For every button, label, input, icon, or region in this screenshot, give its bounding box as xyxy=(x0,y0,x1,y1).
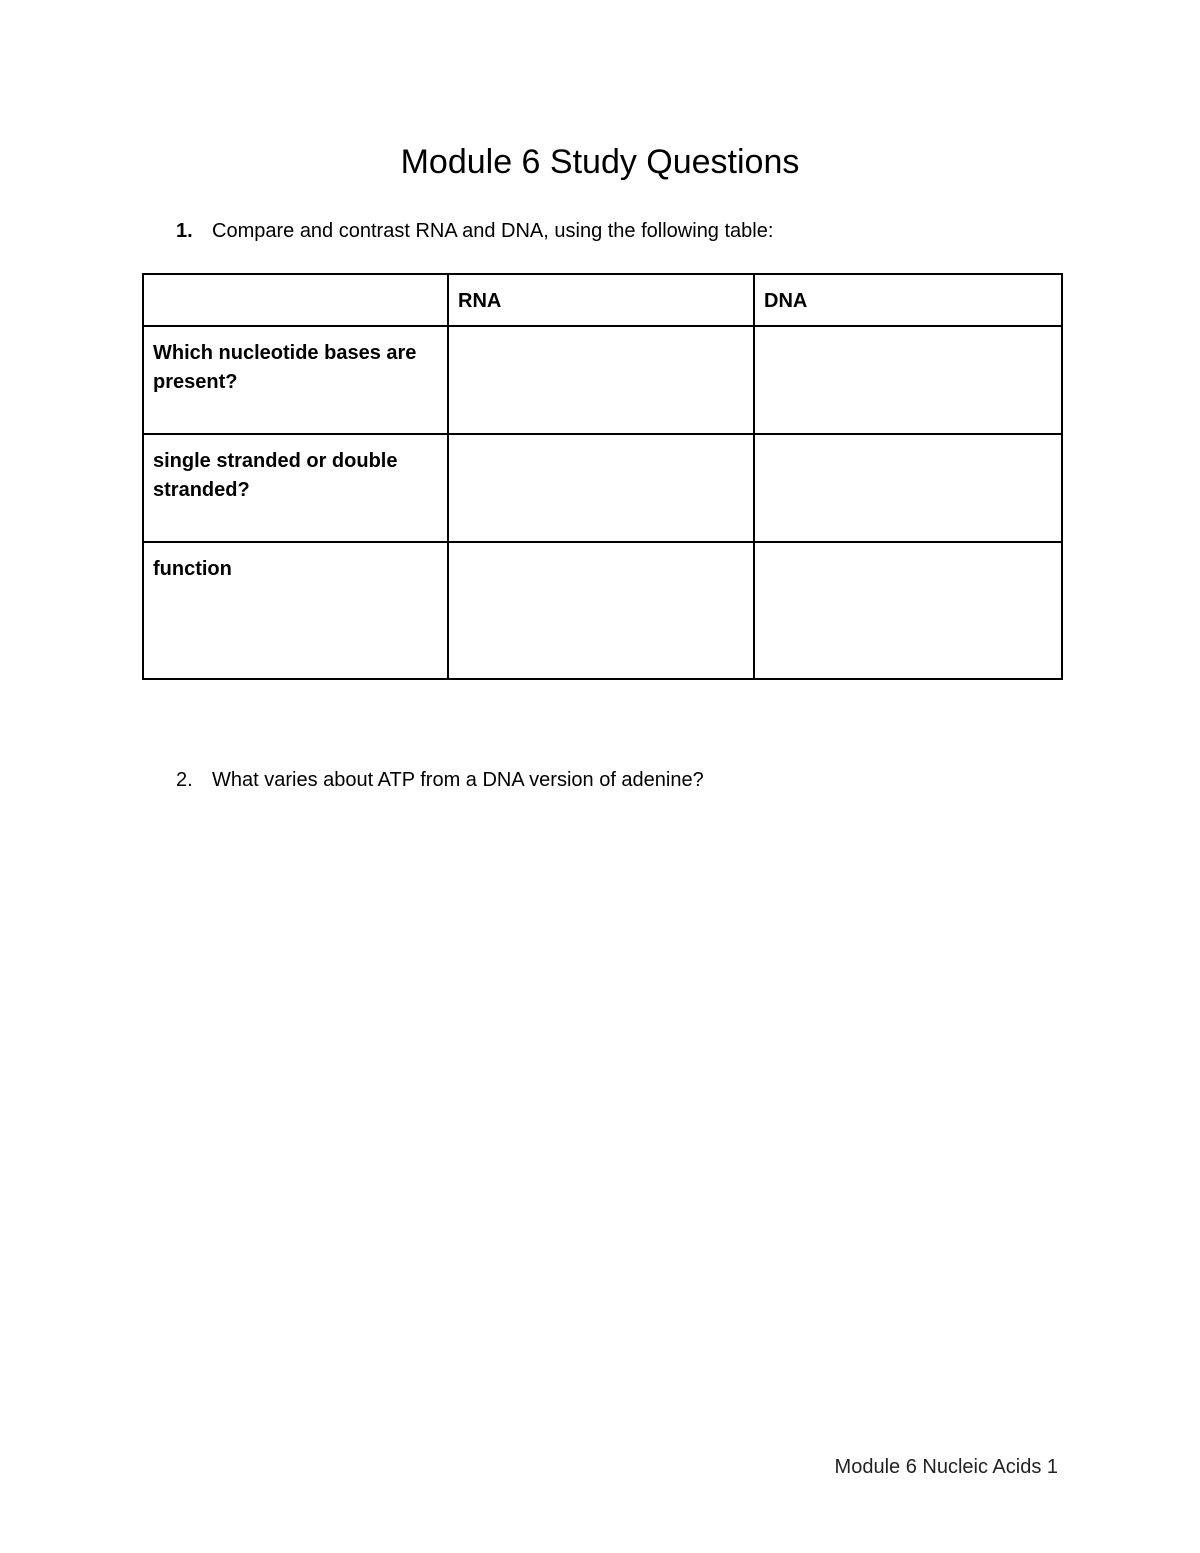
table-row xyxy=(143,434,1062,542)
answer-cell-rna-bases[interactable] xyxy=(448,326,754,434)
table-header-row xyxy=(143,274,1062,326)
row-label-bases: Which nucleotide bases are present? xyxy=(143,326,448,434)
header-cell-dna: DNA xyxy=(754,274,1062,326)
page-footer: Module 6 Nucleic Acids 1 xyxy=(834,1456,1058,1478)
question-1 xyxy=(176,218,773,244)
row-label-stranded: single stranded or double stranded? xyxy=(143,434,448,542)
answer-cell-dna-bases[interactable] xyxy=(754,326,1062,434)
answer-cell-rna-stranded[interactable] xyxy=(448,434,754,542)
table-row xyxy=(143,542,1062,679)
answer-cell-rna-function[interactable] xyxy=(448,542,754,679)
answer-cell-dna-function[interactable] xyxy=(754,542,1062,679)
page-title: Module 6 Study Questions xyxy=(400,143,800,181)
question-text: What varies about ATP from a DNA version of adenine? xyxy=(212,769,704,791)
question-2 xyxy=(176,767,704,793)
header-cell-empty xyxy=(143,274,448,326)
question-text: Compare and contrast RNA and DNA, using the following table: xyxy=(212,220,774,242)
row-label-function: function xyxy=(143,542,448,679)
header-cell-rna: RNA xyxy=(448,274,754,326)
question-number: 2. xyxy=(176,769,193,791)
comparison-table xyxy=(142,273,1063,680)
table-row xyxy=(143,326,1062,434)
question-number: 1. xyxy=(176,220,193,242)
answer-cell-dna-stranded[interactable] xyxy=(754,434,1062,542)
